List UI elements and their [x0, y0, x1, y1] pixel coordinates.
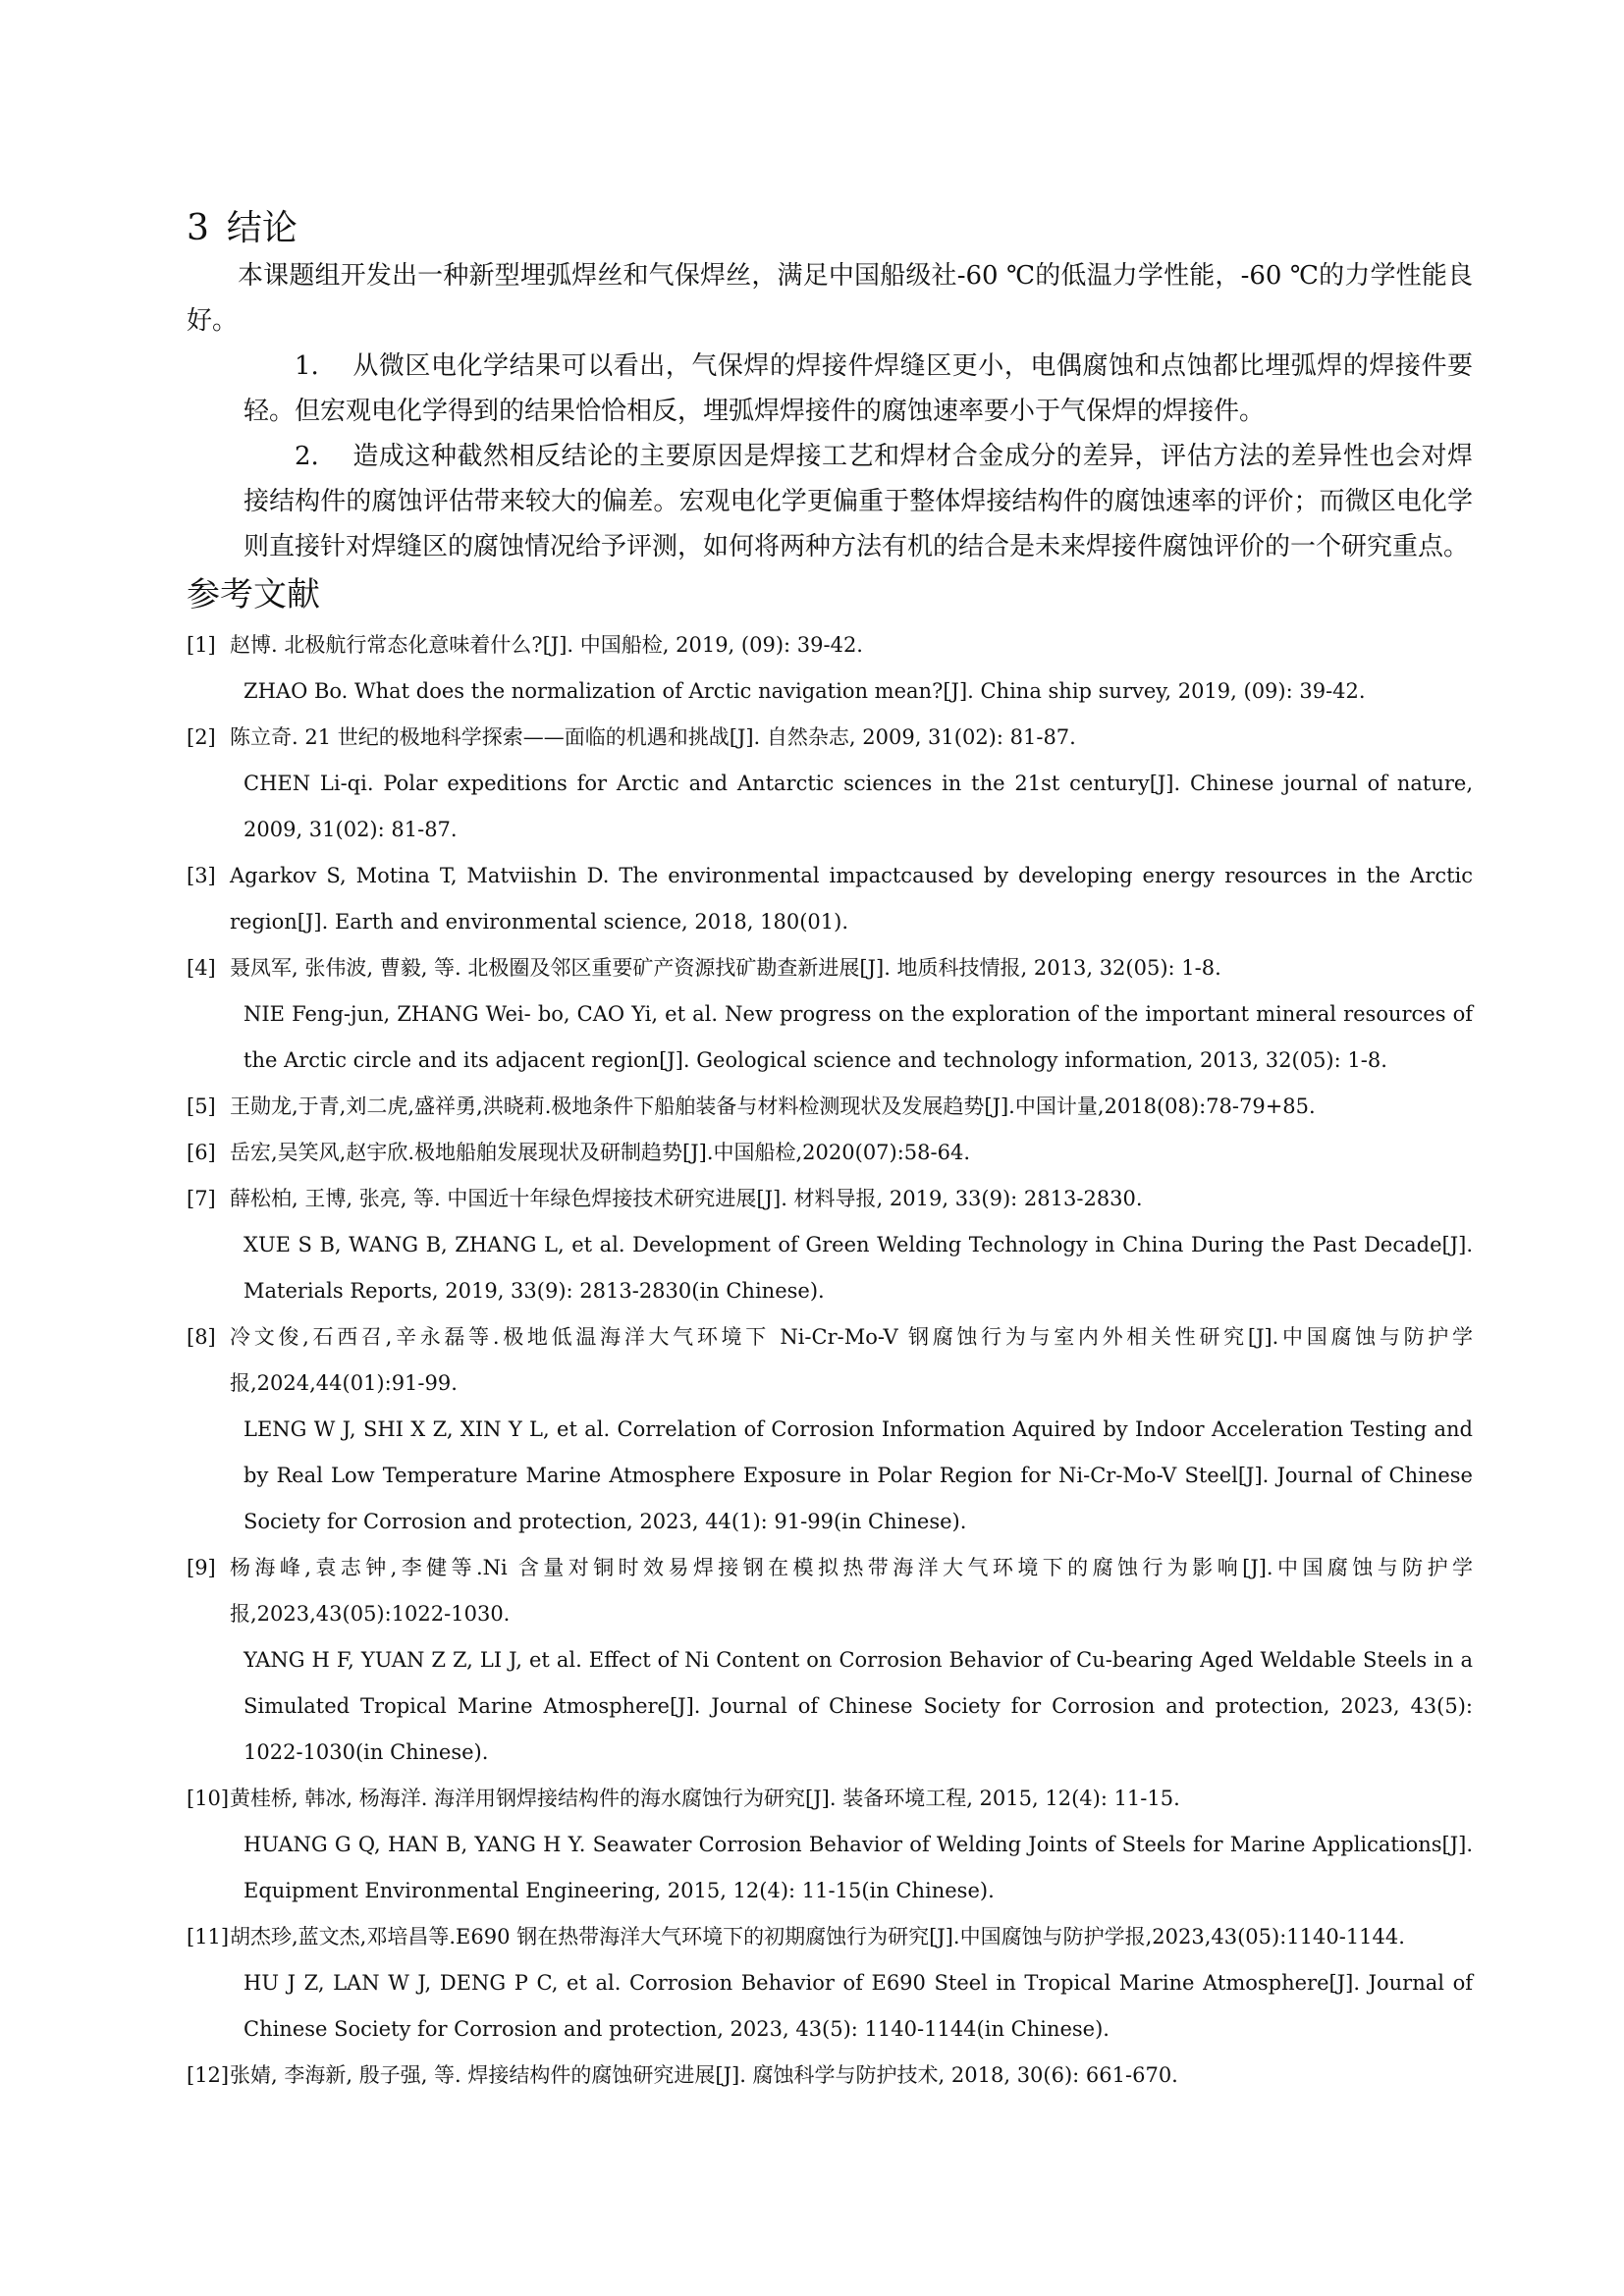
- reference-index: [1]: [187, 633, 216, 657]
- reference-zh: 王勋龙,于青,刘二虎,盛祥勇,洪晓莉.极地条件下船舶装备与材料检测现状及发展趋势[J].中国计量,2018(08):78-79+85.: [230, 1095, 1316, 1118]
- reference-entry: [187, 1084, 1473, 1130]
- reference-zh: 胡杰珍,蓝文杰,邓培昌等.E690 钢在热带海洋大气环境下的初期腐蚀行为研究[J].中国腐蚀与防护学报,2023,43(05):1140-1144.: [230, 1925, 1405, 1949]
- reference-index: [4]: [187, 956, 216, 980]
- reference-en: CHEN Li-qi. Polar expeditions for Arctic and Antarctic sciences in the 21st century[J]. Chinese journal of nature, 2009, 31(02): 81-87.: [244, 772, 1473, 841]
- reference-index: [6]: [187, 1141, 216, 1164]
- reference-index: [7]: [187, 1187, 216, 1210]
- reference-entry: [187, 622, 1473, 715]
- reference-zh: 张婧, 李海新, 殷子强, 等. 焊接结构件的腐蚀研究进展[J]. 腐蚀科学与防护技术, 2018, 30(6): 661-670.: [230, 2063, 1178, 2087]
- reference-entry: [187, 715, 1473, 853]
- reference-entry: [187, 1176, 1473, 1314]
- reference-entry: [187, 1314, 1473, 1545]
- reference-index: [8]: [187, 1325, 216, 1349]
- reference-index: [2]: [187, 725, 216, 749]
- reference-index: [5]: [187, 1095, 216, 1118]
- conclusion-item: [244, 434, 1473, 569]
- reference-zh: Agarkov S, Motina T, Matviishin D. The environmental impactcaused by developing energy resources in the Arctic region[J]. Earth and environmental science, 2018, 180(01).: [230, 864, 1473, 934]
- reference-index: [3]: [187, 864, 216, 887]
- reference-index: [12]: [187, 2063, 230, 2087]
- references-heading: 参考文献: [187, 575, 320, 614]
- reference-en: YANG H F, YUAN Z Z, LI J, et al. Effect of Ni Content on Corrosion Behavior of Cu-bearing Aged Weldable Steels in a Simulated Tropical Marine Atmosphere[J]. Journal of Chinese Society for Corrosion and protection, 2023, 43(5): 1022-1030(in Chinese).: [244, 1648, 1473, 1764]
- conclusion-item-text: 从微区电化学结果可以看出，气保焊的焊接件焊缝区更小，电偶腐蚀和点蚀都比埋弧焊的焊接件要轻。但宏观电化学得到的结果恰恰相反，埋弧焊焊接件的腐蚀速率要小于气保焊的焊接件。: [244, 351, 1473, 426]
- conclusion-item-number: 2.: [295, 442, 319, 471]
- reference-index: [10]: [187, 1787, 230, 1810]
- reference-zh: 杨海峰,袁志钟,李健等.Ni 含量对铜时效易焊接钢在模拟热带海洋大气环境下的腐蚀行为影响[J].中国腐蚀与防护学报,2023,43(05):1022-1030.: [230, 1556, 1473, 1626]
- reference-entry: [187, 853, 1473, 945]
- reference-en: XUE S B, WANG B, ZHANG L, et al. Development of Green Welding Technology in China During the Past Decade[J]. Materials Reports, 2019, 33(9): 2813-2830(in Chinese).: [244, 1233, 1473, 1303]
- reference-zh: 薛松柏, 王博, 张亮, 等. 中国近十年绿色焊接技术研究进展[J]. 材料导报, 2019, 33(9): 2813-2830.: [230, 1187, 1143, 1210]
- reference-zh: 黄桂桥, 韩冰, 杨海洋. 海洋用钢焊接结构件的海水腐蚀行为研究[J]. 装备环境工程, 2015, 12(4): 11-15.: [230, 1787, 1180, 1810]
- conclusion-intro: 本课题组开发出一种新型埋弧焊丝和气保焊丝，满足中国船级社-60 ℃的低温力学性能，-60 ℃的力学性能良好。: [187, 261, 1473, 336]
- reference-entry: [187, 1914, 1473, 2053]
- page-content: [187, 204, 1473, 2099]
- section-title: 结论: [226, 208, 298, 248]
- reference-en: HU J Z, LAN W J, DENG P C, et al. Corrosion Behavior of E690 Steel in Tropical Marine Atmosphere[J]. Journal of Chinese Society for Corrosion and protection, 2023, 43(5): 1140-1144(in Chinese).: [244, 1971, 1473, 2041]
- reference-zh: 赵博. 北极航行常态化意味着什么?[J]. 中国船检, 2019, (09): 39-42.: [230, 633, 863, 657]
- conclusion-item-text: 造成这种截然相反结论的主要原因是焊接工艺和焊材合金成分的差异，评估方法的差异性也会对焊接结构件的腐蚀评估带来较大的偏差。宏观电化学更偏重于整体焊接结构件的腐蚀速率的评价；而微区电化学则直接针对焊缝区的腐蚀情况给予评测，如何将两种方法有机的结合是未来焊接件腐蚀评价的一个研究重点。: [244, 442, 1473, 561]
- reference-index: [11]: [187, 1925, 230, 1949]
- reference-entry: [187, 1545, 1473, 1776]
- reference-entry: [187, 2053, 1473, 2099]
- reference-entry: [187, 945, 1473, 1084]
- reference-entry: [187, 1776, 1473, 1914]
- conclusion-item: [244, 344, 1473, 434]
- reference-zh: 陈立奇. 21 世纪的极地科学探索——面临的机遇和挑战[J]. 自然杂志, 2009, 31(02): 81-87.: [230, 725, 1076, 749]
- reference-index: [9]: [187, 1556, 216, 1579]
- reference-zh: 冷文俊,石西召,辛永磊等.极地低温海洋大气环境下 Ni-Cr-Mo-V 钢腐蚀行为与室内外相关性研究[J].中国腐蚀与防护学报,2024,44(01):91-99.: [230, 1325, 1473, 1395]
- conclusion-item-number: 1.: [295, 351, 319, 381]
- reference-zh: 聂凤军, 张伟波, 曹毅, 等. 北极圈及邻区重要矿产资源找矿勘查新进展[J]. 地质科技情报, 2013, 32(05): 1-8.: [230, 956, 1221, 980]
- reference-en: NIE Feng-jun, ZHANG Wei- bo, CAO Yi, et al. New progress on the exploration of the important mineral resources of the Arctic circle and its adjacent region[J]. Geological science and technology information, 2013, 32(05): 1-8.: [244, 1002, 1473, 1072]
- reference-zh: 岳宏,吴笑风,赵宇欣.极地船舶发展现状及研制趋势[J].中国船检,2020(07):58-64.: [230, 1141, 971, 1164]
- reference-en: HUANG G Q, HAN B, YANG H Y. Seawater Corrosion Behavior of Welding Joints of Steels for Marine Applications[J]. Equipment Environmental Engineering, 2015, 12(4): 11-15(in Chinese).: [244, 1833, 1473, 1902]
- reference-list: [187, 622, 1473, 2099]
- section-number: 3: [187, 208, 209, 248]
- reference-en: ZHAO Bo. What does the normalization of Arctic navigation mean?[J]. China ship survey, 2019, (09): 39-42.: [244, 679, 1366, 703]
- conclusion-heading: [187, 204, 1473, 253]
- reference-en: LENG W J, SHI X Z, XIN Y L, et al. Correlation of Corrosion Information Aquired by Indoor Acceleration Testing and by Real Low Temperature Marine Atmosphere Exposure in Polar Region for Ni-Cr-Mo-V Steel[J]. Journal of Chinese Society for Corrosion and protection, 2023, 44(1): 91-99(in Chinese).: [244, 1417, 1473, 1533]
- reference-entry: [187, 1130, 1473, 1176]
